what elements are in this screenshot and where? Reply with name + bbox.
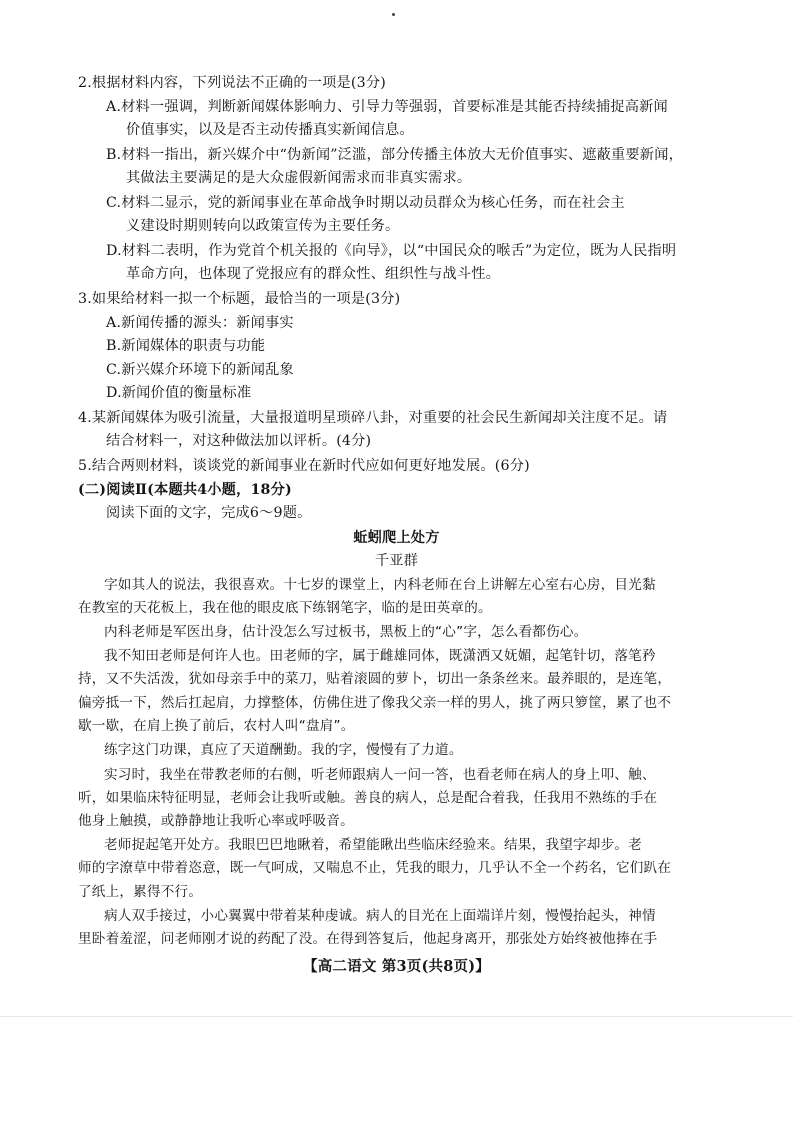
- passage-paragraph-3-cont: 偏旁抵一下，然后扛起肩，力撑整体，仿佛住进了像我父亲一样的男人，挑了两只箩筐，累了也不: [78, 695, 672, 711]
- passage-paragraph-4: 练字这门功课，真应了天道酬勤。我的字，慢慢有了力道。: [104, 742, 463, 758]
- section-instruction: 阅读下面的文字，完成6～9题。: [106, 505, 312, 521]
- question-2-option-b: B.材料一指出，新兴媒介中“伪新闻”泛滥，部分传播主体放大无价值事实、遮蔽重要新闻，: [106, 147, 683, 163]
- question-2-option-a-cont: 价值事实，以及是否主动传播真实新闻信息。: [126, 122, 414, 138]
- passage-paragraph-6-cont: 了纸上，累得不行。: [78, 884, 203, 900]
- question-3-option-b: B.新闻媒体的职责与功能: [106, 338, 266, 354]
- question-2-stem: 2.根据材料内容，下列说法不正确的一项是(3分): [78, 75, 386, 91]
- question-2-option-d-cont: 革命方向，也体现了党报应有的群众性、组织性与战斗性。: [126, 266, 501, 282]
- question-2-option-b-cont: 其做法主要满足的是大众虚假新闻需求而非真实需求。: [126, 170, 472, 186]
- question-3-stem: 3.如果给材料一拟一个标题，最恰当的一项是(3分): [78, 291, 401, 307]
- passage-paragraph-1-cont: 在教室的天花板上，我在他的眼皮底下练钢笔字，临的是田英章的。: [78, 600, 492, 616]
- question-2-option-c: C.材料二显示，党的新闻事业在革命战争时期以动员群众为核心任务，而在社会主: [106, 195, 625, 211]
- passage-paragraph-5-cont: 听，如果临床特征明显，老师会让我听或触。善良的病人，总是配合着我，任我用不熟练的手在: [78, 790, 658, 806]
- passage-paragraph-5-cont: 他身上触摸，或静静地让我听心率或呼吸音。: [78, 813, 354, 829]
- passage-paragraph-6-cont: 师的字潦草中带着恣意，既一气呵成，又喘息不止，凭我的眼力，几乎认不全一个药名，它们趴在: [78, 860, 672, 876]
- question-4-stem-cont: 结合材料一，对这种做法加以评析。(4分): [106, 433, 372, 449]
- passage-paragraph-1: 字如其人的说法，我很喜欢。十七岁的课堂上，内科老师在台上讲解左心室右心房，目光黏: [104, 577, 656, 593]
- question-3-option-c: C.新兴媒介环境下的新闻乱象: [106, 362, 294, 378]
- section-heading: (二)阅读Ⅱ(本题共4小题，18分): [78, 482, 292, 498]
- passage-paragraph-3-cont: 歇一歇，在肩上换了前后，农村人叫“盘肩”。: [78, 718, 355, 734]
- question-5-stem: 5.结合两则材料，谈谈党的新闻事业在新时代应如何更好地发展。(6分): [78, 458, 530, 474]
- passage-paragraph-7: 病人双手接过，小心翼翼中带着某种虔诚。病人的目光在上面端详片刻，慢慢抬起头，神情: [104, 908, 656, 924]
- passage-author: 千亚群: [374, 553, 419, 569]
- question-2-option-d: D.材料二表明，作为党首个机关报的《向导》，以“中国民众的喉舌”为定位，既为人民指明: [106, 243, 677, 259]
- question-2-option-a: A.材料一强调，判断新闻媒体影响力、引导力等强弱，首要标准是其能否持续捕捉高新闻: [106, 99, 668, 115]
- passage-paragraph-6: 老师捉起笔开处方。我眼巴巴地瞅着，希望能瞅出些临床经验来。结果，我望字却步。老: [104, 837, 642, 853]
- passage-paragraph-7-cont: 里卧着羞涩，问老师刚才说的药配了没。在得到答复后，他起身离开，那张处方始终被他捧在手: [78, 931, 658, 947]
- passage-paragraph-3: 我不知田老师是何许人也。田老师的字，属于雌雄同体，既潇洒又妩媚，起笔针切，落笔矜: [104, 648, 656, 664]
- scan-edge-divider: [0, 1016, 793, 1017]
- question-3-option-a: A.新闻传播的源头：新闻事实: [106, 315, 294, 331]
- passage-paragraph-3-cont: 持，又不失活泼，犹如母亲手中的菜刀，贴着滚圆的萝卜，切出一条条丝来。最养眼的，是连笔，: [78, 671, 672, 687]
- passage-title: 蚯蚓爬上处方: [353, 530, 440, 546]
- scan-dot: [392, 13, 395, 16]
- question-3-option-d: D.新闻价值的衡量标准: [106, 385, 252, 401]
- passage-paragraph-5: 实习时，我坐在带教老师的右侧，听老师跟病人一问一答，也看老师在病人的身上叩、触、: [104, 767, 656, 783]
- passage-paragraph-2: 内科老师是军医出身，估计没怎么写过板书，黑板上的“心”字，怎么看都伤心。: [104, 624, 588, 640]
- question-4-stem: 4.某新闻媒体为吸引流量，大量报道明星琐碎八卦，对重要的社会民生新闻却关注度不足。请: [78, 410, 668, 426]
- page-footer: 【高二语文 第3页(共8页)】: [303, 958, 490, 975]
- question-2-option-c-cont: 义建设时期则转向以政策宣传为主要任务。: [126, 218, 400, 234]
